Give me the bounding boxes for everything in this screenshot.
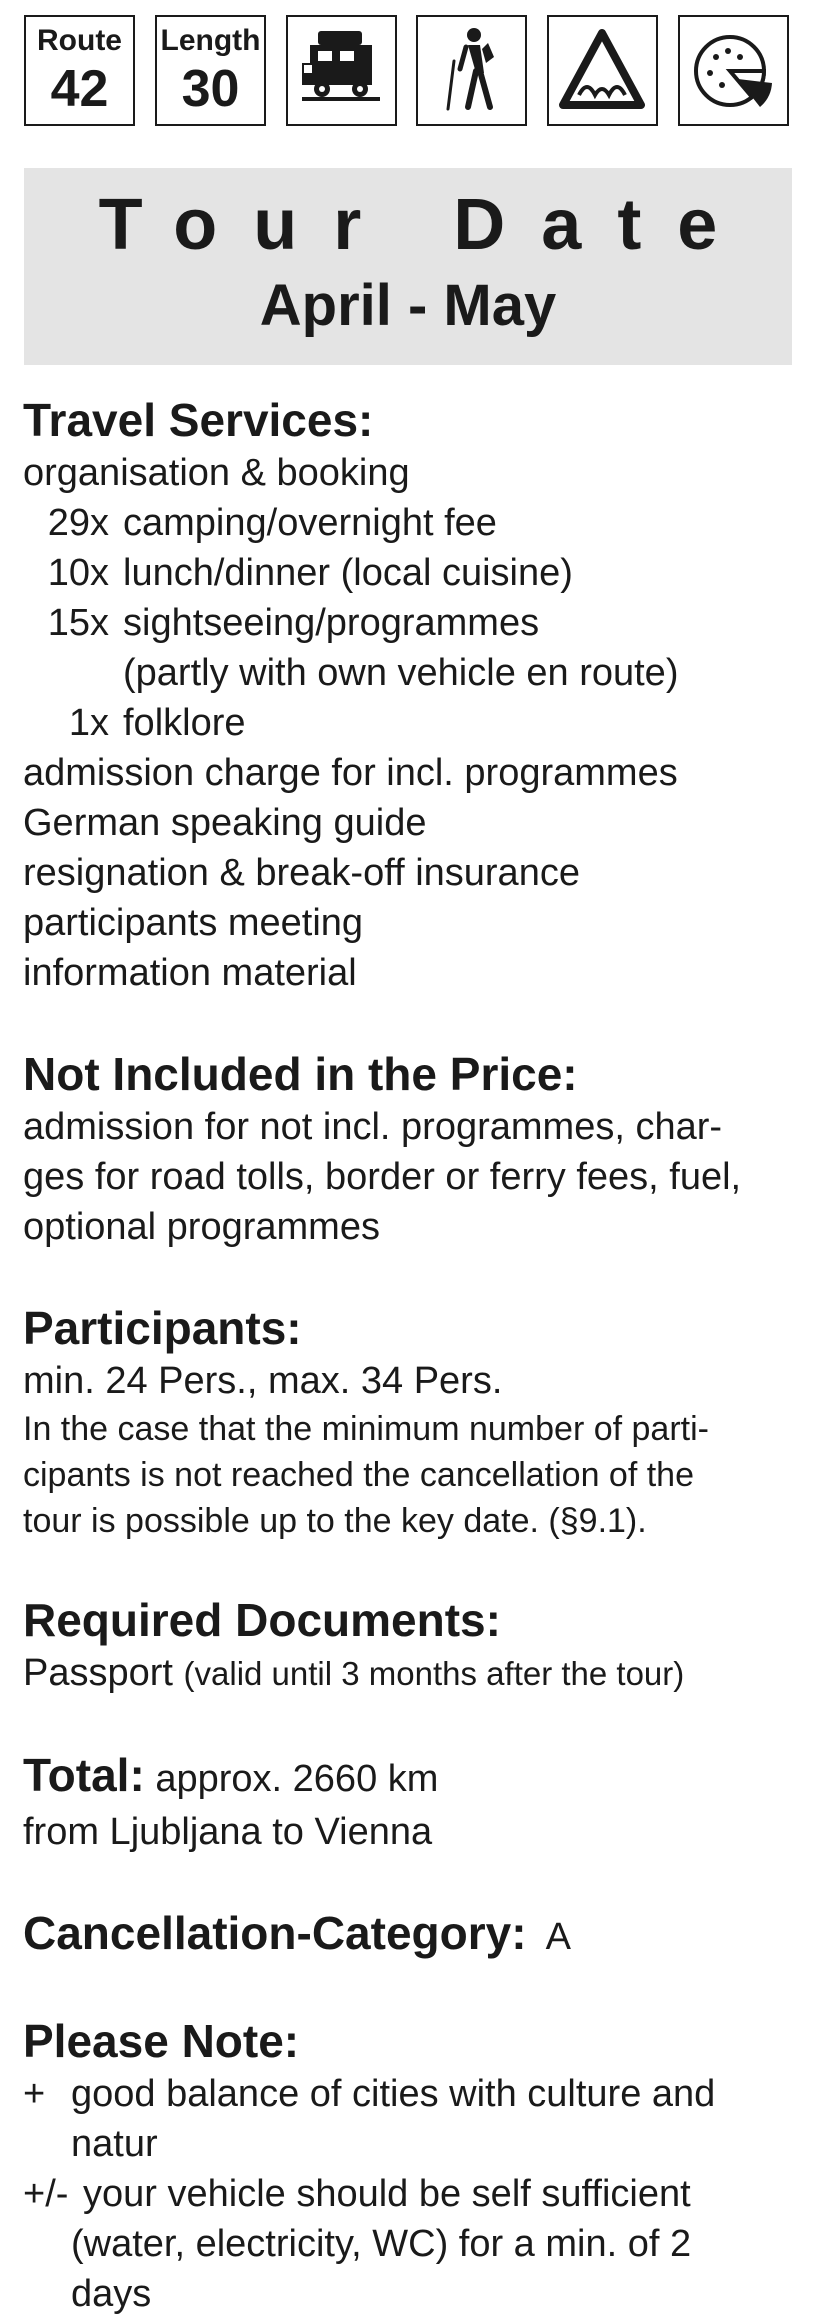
total-value: approx. 2660 km [155,1758,439,1800]
note-line: natur [71,2123,158,2165]
service-item [23,548,803,598]
service-text: sightseeing/programmes [123,602,540,644]
total-heading: Total: [23,1749,145,1801]
note-marker: +/- [23,2173,69,2215]
hiker-icon [416,15,527,126]
participants-note-line: In the case that the minimum number of parti- [23,1410,709,1448]
not-included-line: admission for not incl. programmes, char- [23,1106,723,1148]
service-qty: 15x [47,602,109,644]
service-extra: admission charge for incl. programmes [23,752,678,794]
total-route: from Ljubljana to Vienna [23,1811,433,1853]
documents-detail: (valid until 3 months after the tour) [183,1655,685,1692]
route-number: 42 [50,60,109,118]
documents-heading: Required Documents: [23,1594,501,1646]
participants-note-line: tour is possible up to the key date. (§9.1). [23,1502,647,1540]
service-text: (partly with own vehicle en route) [123,652,679,694]
travel-services-heading: Travel Services: [23,394,374,446]
note-line: days [71,2273,152,2315]
note-line: (water, electricity, WC) for a min. of 2 [71,2223,692,2265]
service-qty: 29x [47,502,109,544]
tour-date-title: Tour Date [98,185,754,265]
cancellation-value: A [545,1916,571,1958]
cancellation-section [23,1905,803,1965]
not-included-line: ges for road tolls, border or ferry fees, fuel, [23,1156,742,1198]
service-item [23,598,803,648]
note-item [23,2069,803,2169]
length-number: 30 [181,60,240,118]
participants-section [23,1300,803,1544]
travel-services-intro: organisation & booking [23,452,410,494]
service-text: folklore [123,702,246,744]
service-extra: German speaking guide [23,802,427,844]
cancellation-line [23,1905,803,1965]
travel-services-section [23,392,803,998]
note-item [23,2169,803,2319]
please-note-heading: Please Note: [23,2015,300,2067]
note-line: your vehicle should be self sufficient [83,2173,691,2215]
note-text [71,2069,715,2169]
tour-date-period: April - May [259,273,557,338]
route-label: Route [37,24,122,57]
cancellation-heading: Cancellation-Category: [23,1907,527,1959]
documents-line [23,1648,803,1699]
length-label: Length [160,24,261,57]
total-section [23,1747,803,1857]
service-item [23,498,803,548]
service-qty: 1x [68,702,109,744]
camper-van-icon [286,15,397,126]
documents-section [23,1592,803,1699]
total-line [23,1747,803,1807]
not-included-line: optional programmes [23,1206,380,1248]
road-bump-warning-icon [547,15,658,126]
service-extra: resignation & break-off insurance [23,852,580,894]
tour-details [23,392,803,2319]
participants-range: min. 24 Pers., max. 34 Pers. [23,1360,503,1402]
note-marker: + [23,2073,46,2115]
please-note-section [23,2013,803,2319]
documents-value: Passport [23,1652,173,1694]
participants-heading: Participants: [23,1302,302,1354]
service-item [23,648,803,698]
service-text: camping/overnight fee [123,502,497,544]
service-qty: 10x [47,552,109,594]
service-item [23,698,803,748]
length-badge [155,15,266,126]
service-extra: participants meeting [23,902,364,944]
service-qty [23,648,123,698]
participants-note-line: cipants is not reached the cancellation of the [23,1456,694,1494]
service-text: lunch/dinner (local cuisine) [123,552,573,594]
note-text [71,2169,691,2319]
not-included-section [23,1046,803,1252]
not-included-heading: Not Included in the Price: [23,1048,578,1100]
pie-chart-icon [678,15,789,126]
route-badge [24,15,135,126]
feature-badges [24,15,792,130]
service-extra: information material [23,952,357,994]
tour-date-box [24,168,792,365]
note-line: good balance of cities with culture and [71,2073,716,2115]
